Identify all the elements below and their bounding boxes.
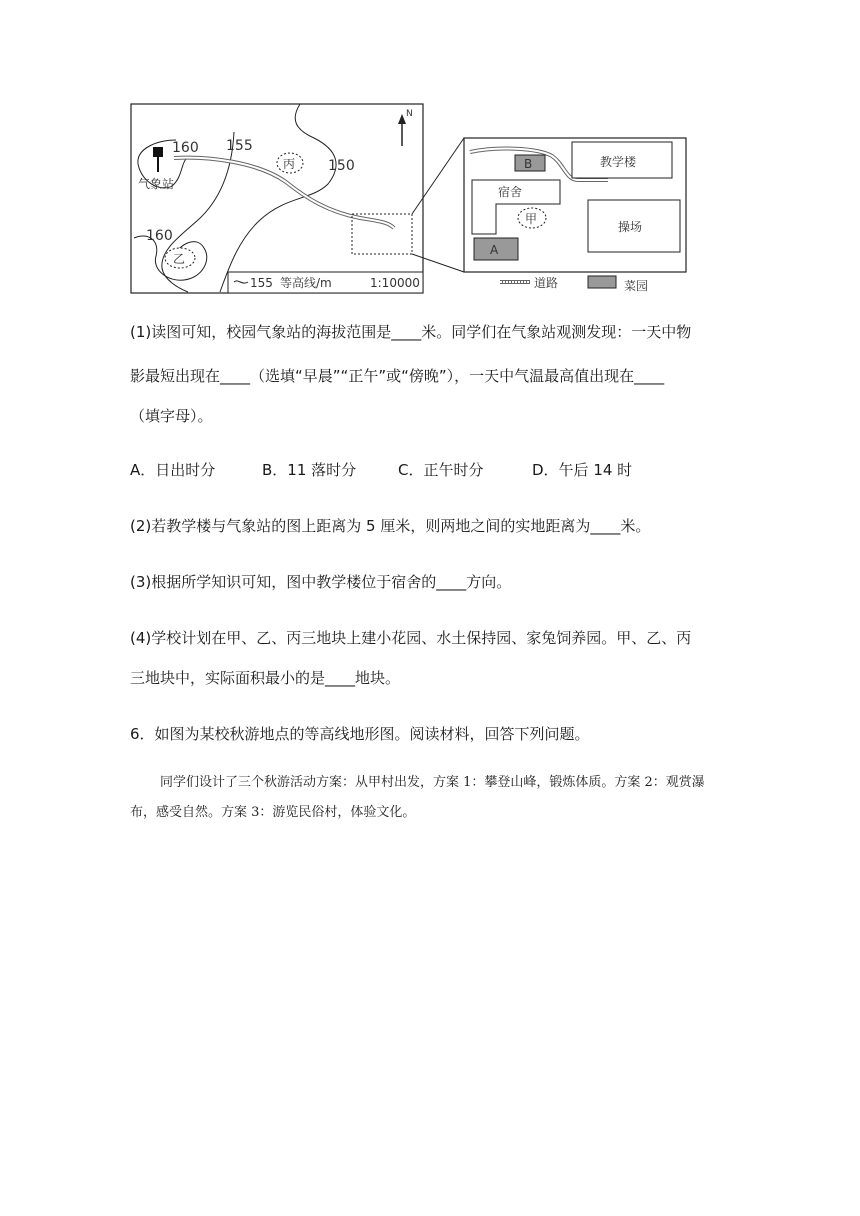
question-3: (3)根据所学知识可知，图中教学楼位于宿舍的____方向。: [130, 573, 512, 591]
weather-station-icon: [153, 147, 163, 157]
map-figure: [128, 100, 688, 300]
legend-contour-label: 等高线/m: [280, 276, 332, 290]
dormitory-label: 宿舍: [498, 185, 523, 199]
question-2: (2)若教学楼与气象站的图上距离为 5 厘米，则两地之间的实地距离为____米。: [130, 517, 651, 535]
question-4-line-1: (4)学校计划在甲、乙、丙三地块上建小花园、水土保持园、家兔饲养园。甲、乙、丙: [130, 629, 692, 647]
scale-label: 1:10000: [370, 276, 420, 290]
option-a: A．日出时分: [130, 461, 216, 479]
weather-station-label: 气象站: [138, 177, 175, 191]
reading-material-text: 同学们设计了三个秋游活动方案：从甲村出发，方案 1：攀登山峰，锻炼体质。方案 2：观赏瀑布，感受自然。方案 3：游览民俗村，体验文化。: [130, 775, 705, 820]
legend-contour-value: 155: [250, 276, 273, 290]
option-b: B．11 落时分: [262, 461, 357, 479]
question-1-line-3: （填字母）。: [130, 407, 213, 425]
option-d: D．午后 14 时: [532, 461, 633, 479]
legend-road-label: 道路: [534, 276, 559, 290]
contour-label-150: 150: [328, 158, 355, 174]
legend-garden-label: 菜园: [624, 279, 649, 293]
question-1-line-2: 影最短出现在____（选填“早晨”“正午”或“傍晚”），一天中气温最高值出现在____: [130, 367, 665, 385]
question-1-line-1: (1)读图可知，校园气象站的海拔范围是____米。同学们在气象站观测发现：一天中物: [130, 323, 692, 341]
map-svg: [128, 100, 688, 300]
plot-bing-label: 丙: [283, 157, 296, 171]
garden-a-label: A: [490, 243, 499, 257]
teaching-building-label: 教学楼: [600, 155, 637, 169]
plot-yi-label: 乙: [173, 252, 186, 266]
contour-label-160-top: 160: [172, 140, 199, 156]
contour-label-160-bottom: 160: [146, 228, 173, 244]
question-4-line-2: 三地块中，实际面积最小的是____地块。: [130, 669, 401, 687]
question-6: 6．如图为某校秋游地点的等高线地形图。阅读材料，回答下列问题。: [130, 725, 590, 743]
playground-label: 操场: [618, 220, 643, 234]
legend-garden-icon: [588, 276, 616, 288]
garden-b-label: B: [524, 157, 533, 171]
option-c: C．正午时分: [398, 461, 484, 479]
contour-label-155: 155: [226, 138, 253, 154]
plot-jia-label: 甲: [525, 212, 538, 226]
north-label: N: [406, 109, 413, 119]
reading-material: [130, 768, 730, 828]
